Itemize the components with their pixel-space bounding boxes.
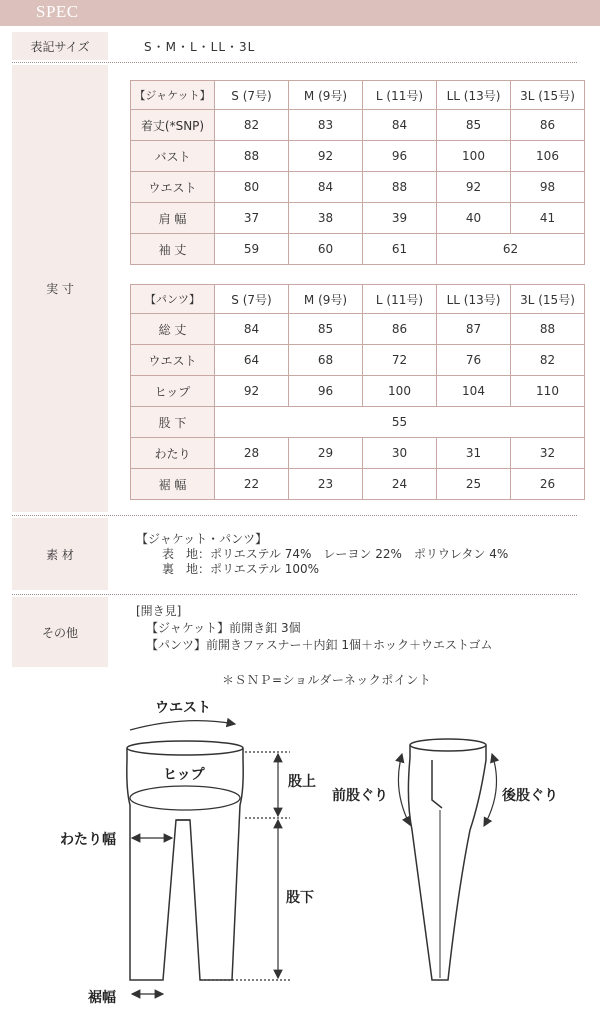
table-cell: 68 <box>289 345 363 376</box>
other-jacket: 【ジャケット】前開き釦 3個 <box>146 621 301 635</box>
table-header-cell: L (11号) <box>363 81 437 110</box>
table-row <box>131 376 585 407</box>
table-cell: 24 <box>363 469 437 500</box>
table-cell: 82 <box>215 110 289 141</box>
table-header-cell: M (9号) <box>289 81 363 110</box>
table-cell: 100 <box>363 376 437 407</box>
table-cell: 84 <box>215 314 289 345</box>
snp-note: ＊ＳＮＰ=ショルダーネックポイント <box>222 673 432 687</box>
other-section <box>136 603 493 654</box>
row-label: バスト <box>131 141 215 172</box>
pants-size-table <box>130 284 585 500</box>
row-label: ウエスト <box>131 172 215 203</box>
divider <box>12 515 577 516</box>
hip-arrow-icon <box>130 786 240 810</box>
row-label: 裾 幅 <box>131 469 215 500</box>
table-cell: 80 <box>215 172 289 203</box>
table-cell: 22 <box>215 469 289 500</box>
table-header-cell: 3L (15号) <box>511 285 585 314</box>
row-label: 股 下 <box>131 407 215 438</box>
table-cell: 86 <box>511 110 585 141</box>
table-cell: 41 <box>511 203 585 234</box>
table-cell: 61 <box>363 234 437 265</box>
table-cell: 104 <box>437 376 511 407</box>
material-heading: 【ジャケット・パンツ】 <box>136 532 268 546</box>
material-outer: 表 地：ポリエステル 74% レーヨン 22% ポリウレタン 4% <box>162 547 509 561</box>
table-cell-merged: 62 <box>437 234 585 265</box>
material-section <box>136 532 508 577</box>
table-cell: 87 <box>437 314 511 345</box>
rise-label: 股上 <box>288 774 316 790</box>
table-row <box>131 469 585 500</box>
header-bar <box>0 0 600 26</box>
hip-label: ヒップ <box>163 767 205 783</box>
table-cell: 84 <box>363 110 437 141</box>
table-cell: 85 <box>437 110 511 141</box>
table-header-cell: S (7号) <box>215 81 289 110</box>
table-cell: 88 <box>215 141 289 172</box>
table-cell-merged: 55 <box>215 407 585 438</box>
table-cell: 31 <box>437 438 511 469</box>
table-cell: 98 <box>511 172 585 203</box>
pants-measurement-diagram <box>0 690 600 1020</box>
rise-arrow-icon <box>245 752 290 818</box>
other-label: その他 <box>12 597 108 667</box>
measurements-label: 実 寸 <box>12 65 108 512</box>
table-cell: 96 <box>289 376 363 407</box>
table-cell: 39 <box>363 203 437 234</box>
inseam-label: 股下 <box>286 890 314 906</box>
table-header-cell: 【パンツ】 <box>131 285 215 314</box>
table-row <box>131 141 585 172</box>
jacket-size-table <box>130 80 585 265</box>
table-header-cell: 【ジャケット】 <box>131 81 215 110</box>
table-cell: 37 <box>215 203 289 234</box>
table-cell: 28 <box>215 438 289 469</box>
divider <box>12 62 577 63</box>
table-cell: 64 <box>215 345 289 376</box>
table-cell: 83 <box>289 110 363 141</box>
material-label: 素 材 <box>12 518 108 590</box>
row-label: 肩 幅 <box>131 203 215 234</box>
table-row <box>131 203 585 234</box>
row-label: 袖 丈 <box>131 234 215 265</box>
table-header-cell: LL (13号) <box>437 285 511 314</box>
table-cell: 84 <box>289 172 363 203</box>
thigh-label: わたり幅 <box>60 832 116 848</box>
table-row <box>131 172 585 203</box>
table-cell: 26 <box>511 469 585 500</box>
material-lining: 裏 地：ポリエステル 100% <box>162 562 320 576</box>
table-cell: 29 <box>289 438 363 469</box>
table-header-cell: L (11号) <box>363 285 437 314</box>
back-rise-label: 後股ぐり <box>502 788 558 804</box>
table-cell: 25 <box>437 469 511 500</box>
table-cell: 30 <box>363 438 437 469</box>
table-row <box>131 345 585 376</box>
row-label: わたり <box>131 438 215 469</box>
table-row <box>131 314 585 345</box>
sizes-label: 表記サイズ <box>12 32 108 60</box>
table-cell: 85 <box>289 314 363 345</box>
row-label: ウエスト <box>131 345 215 376</box>
table-header-cell: M (9号) <box>289 285 363 314</box>
table-cell: 96 <box>363 141 437 172</box>
table-cell: 110 <box>511 376 585 407</box>
table-cell: 88 <box>511 314 585 345</box>
inseam-arrow-icon <box>200 820 290 980</box>
table-row <box>131 438 585 469</box>
table-cell: 92 <box>437 172 511 203</box>
table-header-row <box>131 81 585 110</box>
table-header-cell: S (7号) <box>215 285 289 314</box>
table-cell: 92 <box>215 376 289 407</box>
table-cell: 100 <box>437 141 511 172</box>
table-cell: 40 <box>437 203 511 234</box>
row-label: 総 丈 <box>131 314 215 345</box>
table-row <box>131 407 585 438</box>
page-title: SPEC <box>36 2 79 21</box>
sizes-value: S・M・L・LL・3L <box>144 40 256 54</box>
table-cell: 38 <box>289 203 363 234</box>
table-cell: 32 <box>511 438 585 469</box>
table-cell: 59 <box>215 234 289 265</box>
table-cell: 60 <box>289 234 363 265</box>
waist-label: ウエスト <box>155 700 211 716</box>
other-pants: 【パンツ】前開きファスナー＋内釦 1個＋ホック＋ウエストゴム <box>146 638 493 652</box>
table-cell: 76 <box>437 345 511 376</box>
table-cell: 92 <box>289 141 363 172</box>
table-cell: 88 <box>363 172 437 203</box>
table-cell: 86 <box>363 314 437 345</box>
table-header-row <box>131 285 585 314</box>
table-row <box>131 110 585 141</box>
front-rise-label: 前股ぐり <box>332 788 388 804</box>
table-cell: 106 <box>511 141 585 172</box>
other-heading: [開き見] <box>136 604 182 618</box>
hem-label: 裾幅 <box>88 990 116 1006</box>
divider <box>12 594 577 595</box>
waist-arrow-icon <box>130 721 235 730</box>
table-row <box>131 234 585 265</box>
side-pants-icon <box>408 739 486 980</box>
table-header-cell: LL (13号) <box>437 81 511 110</box>
table-header-cell: 3L (15号) <box>511 81 585 110</box>
row-label: 着丈(*SNP) <box>131 110 215 141</box>
table-cell: 82 <box>511 345 585 376</box>
row-label: ヒップ <box>131 376 215 407</box>
table-cell: 23 <box>289 469 363 500</box>
table-cell: 72 <box>363 345 437 376</box>
